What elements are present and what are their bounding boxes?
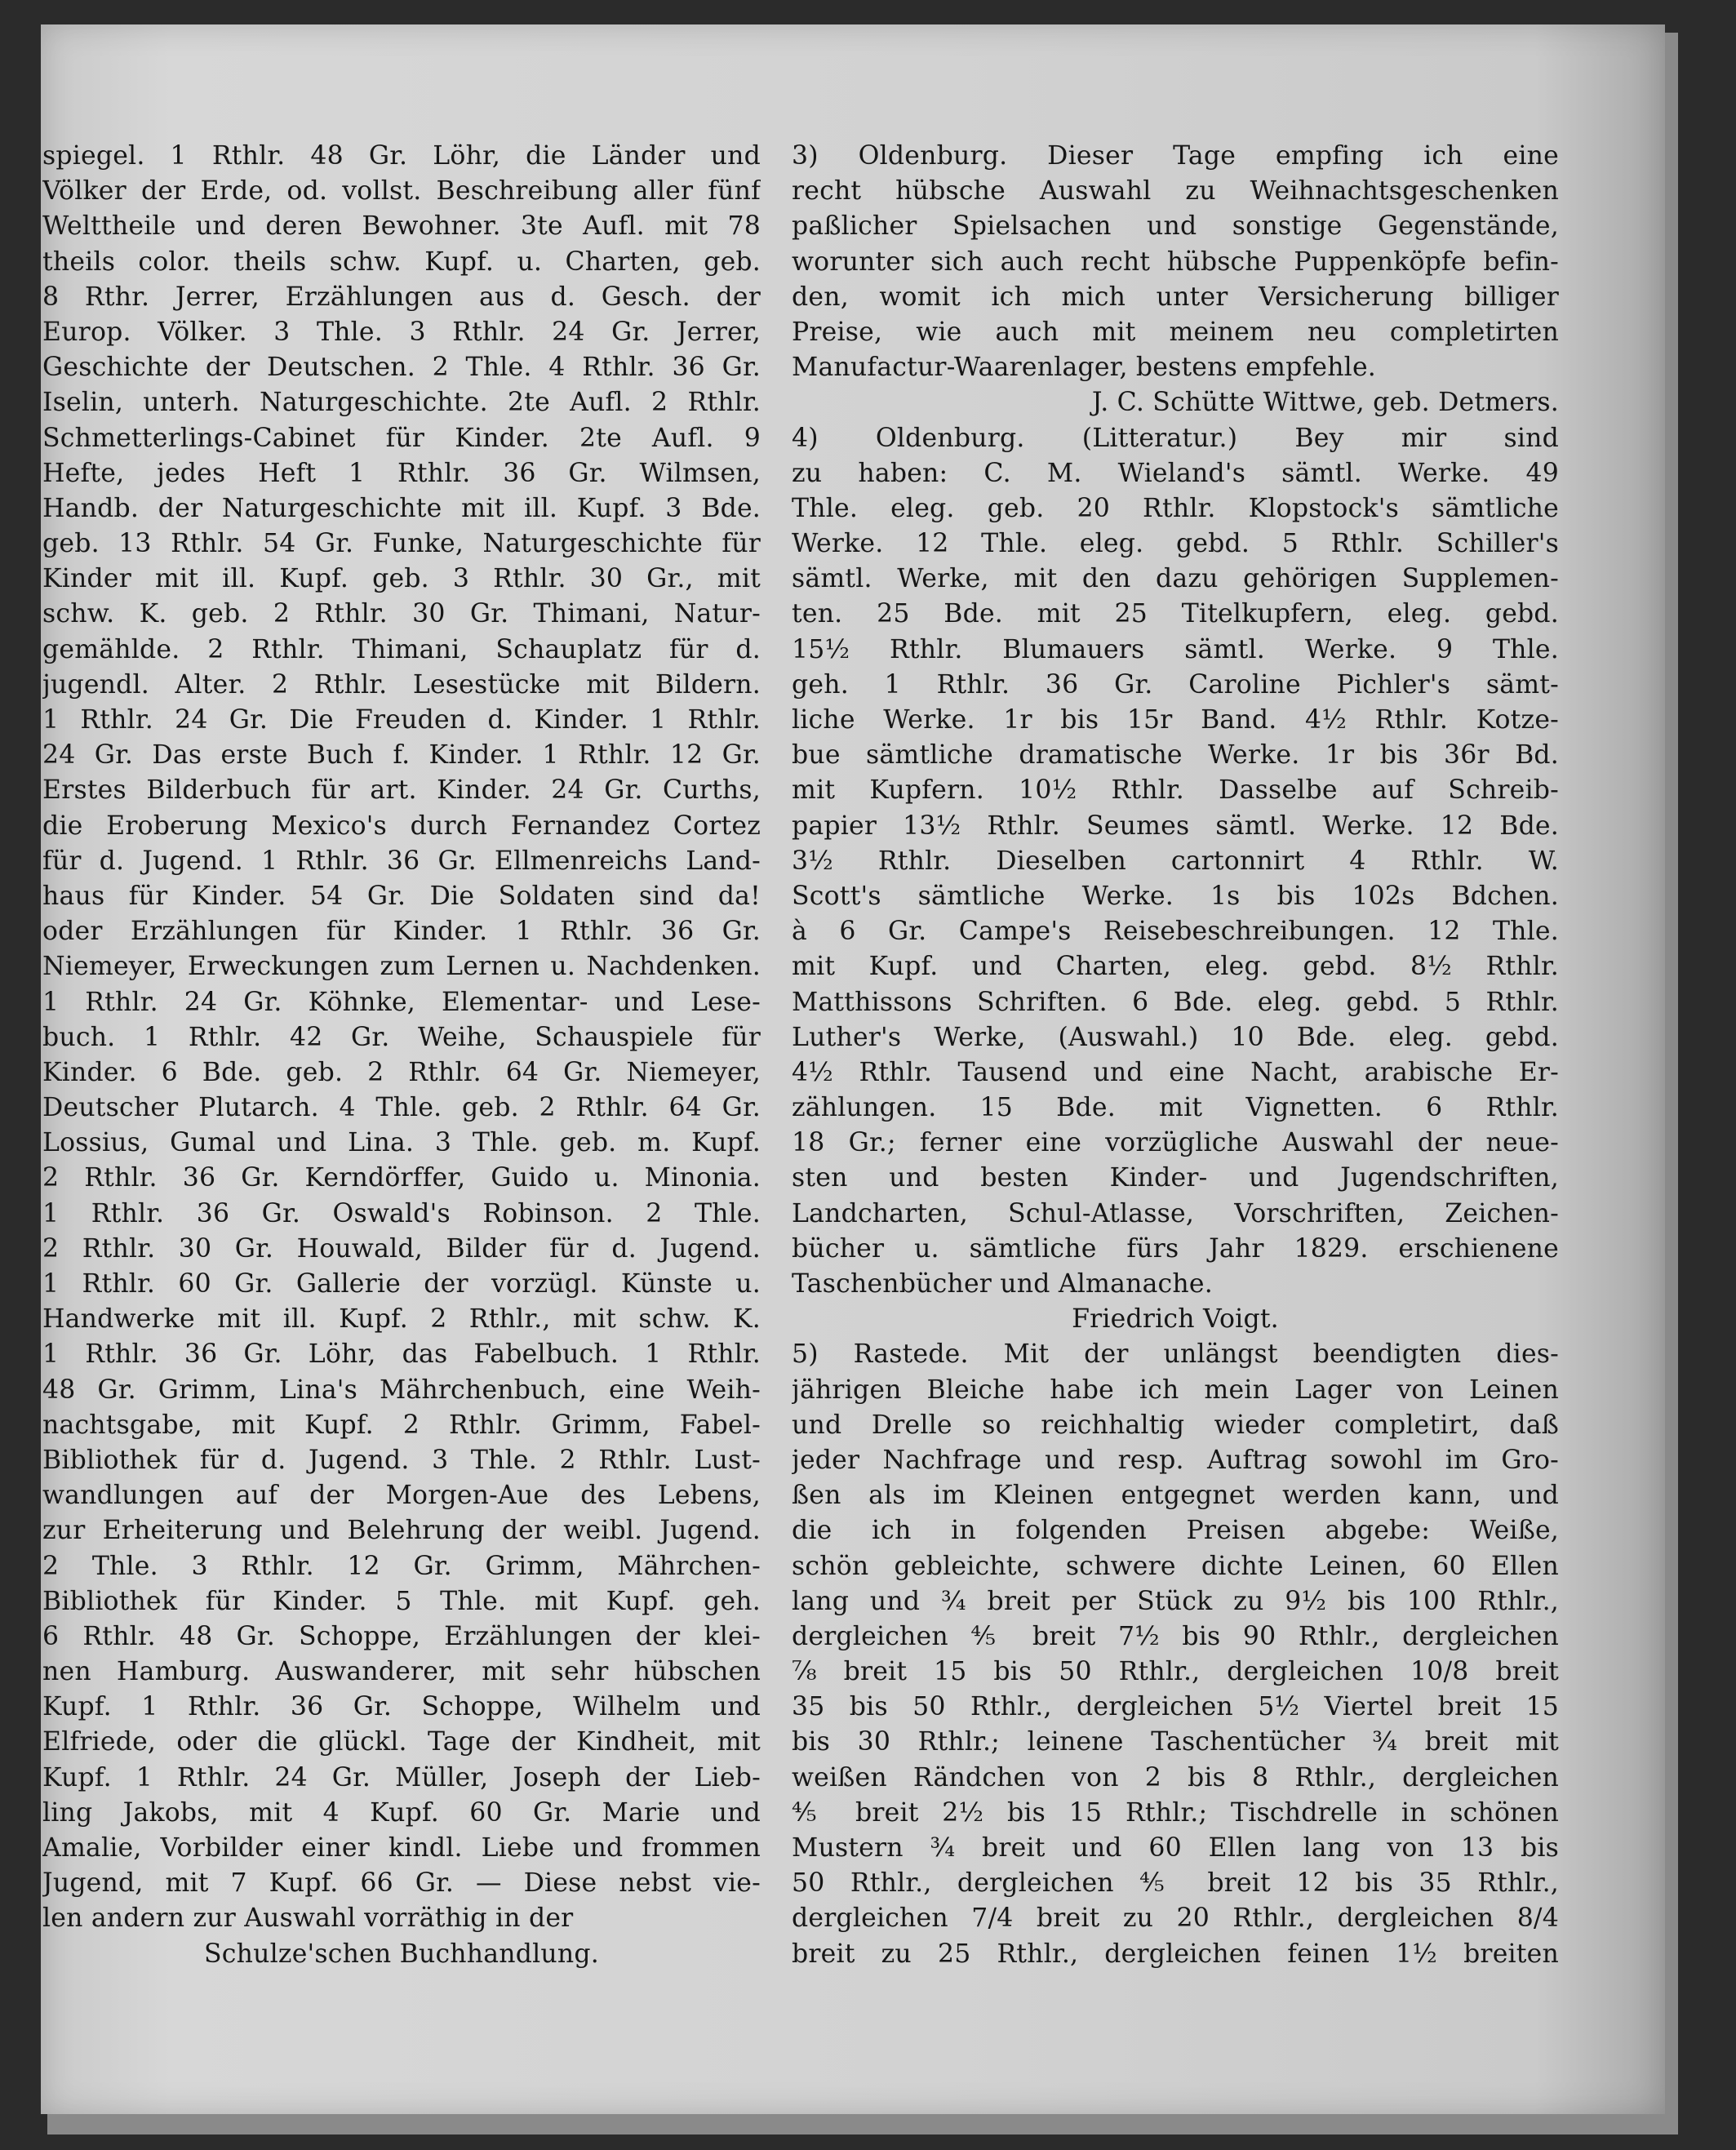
text-line: Handwerke mit ill. Kupf. 2 Rthlr., mit schw. K.: [42, 1304, 761, 1335]
text-line: recht hübsche Auswahl zu Weihnachtsgeschenken: [792, 176, 1559, 207]
text-line: Schmetterlings-Cabinet für Kinder. 2te Aufl. 9: [42, 423, 761, 453]
text-line: 48 Gr. Grimm, Lina's Mährchenbuch, eine Weih-: [42, 1375, 761, 1405]
right-column: [792, 139, 1559, 1972]
text-line: nen Hamburg. Auswanderer, mit sehr hübschen: [42, 1657, 761, 1687]
text-line: Kupf. 1 Rthlr. 24 Gr. Müller, Joseph der Lieb-: [42, 1762, 761, 1792]
text-line: Thle. eleg. geb. 20 Rthlr. Klopstock's sämtliche: [792, 493, 1559, 523]
text-line: 6 Rthlr. 48 Gr. Schoppe, Erzählungen der klei-: [42, 1621, 761, 1651]
signature-line: Friedrich Voigt.: [1072, 1304, 1279, 1335]
text-line: 3½ Rthlr. Dieselben cartonnirt 4 Rthlr. W.: [792, 846, 1559, 876]
text-line: schön gebleichte, schwere dichte Leinen, 60 Ellen: [792, 1551, 1559, 1581]
text-line: bis 30 Rthlr.; leinene Taschentücher ¾ breit mit: [792, 1727, 1559, 1757]
text-line: Iselin, unterh. Naturgeschichte. 2te Aufl. 2 Rthlr.: [42, 388, 761, 418]
text-line: 2 Thle. 3 Rthlr. 12 Gr. Grimm, Mährchen-: [42, 1551, 761, 1581]
text-line: 1 Rthlr. 36 Gr. Oswald's Robinson. 2 Thle.: [42, 1198, 761, 1228]
text-line: len andern zur Auswahl vorräthig in der: [42, 1903, 574, 1934]
text-line: 2 Rthlr. 30 Gr. Houwald, Bilder für d. Jugend.: [42, 1233, 761, 1264]
text-line: Elfriede, oder die glückl. Tage der Kindheit, mit: [42, 1727, 761, 1757]
text-line: Niemeyer, Erweckungen zum Lernen u. Nachdenken.: [42, 952, 761, 982]
text-line: Preise, wie auch mit meinem neu completirten: [792, 317, 1559, 347]
text-line: Kinder. 6 Bde. geb. 2 Rthlr. 64 Gr. Niemeyer,: [42, 1057, 761, 1087]
text-line: 15½ Rthlr. Blumauers sämtl. Werke. 9 Thle.: [792, 634, 1559, 664]
signature-line: Schulze'schen Buchhandlung.: [204, 1939, 599, 1969]
text-line: à 6 Gr. Campe's Reisebeschreibungen. 12 Thle.: [792, 917, 1559, 947]
text-line: 1 Rthlr. 24 Gr. Köhnke, Elementar- und Lese-: [42, 987, 761, 1017]
text-line: Amalie, Vorbilder einer kindl. Liebe und frommen: [42, 1833, 761, 1863]
text-line: ten. 25 Bde. mit 25 Titelkupfern, eleg. gebd.: [792, 599, 1559, 629]
text-line: 50 Rthlr., dergleichen ⅘ breit 12 bis 35 Rthlr.,: [792, 1868, 1559, 1899]
text-line: schw. K. geb. 2 Rthlr. 30 Gr. Thimani, Natur-: [42, 599, 761, 629]
text-line: jeder Nachfrage und resp. Auftrag sowohl im Gro-: [792, 1445, 1559, 1475]
text-line: jährigen Bleiche habe ich mein Lager von Leinen: [792, 1375, 1559, 1405]
text-line: Lossius, Gumal und Lina. 3 Thle. geb. m. Kupf.: [42, 1128, 761, 1158]
text-line: den, womit ich mich unter Versicherung billiger: [792, 282, 1559, 312]
text-line: wandlungen auf der Morgen-Aue des Lebens,: [42, 1481, 761, 1511]
text-line: Kinder mit ill. Kupf. geb. 3 Rthlr. 30 Gr., mit: [42, 564, 761, 594]
text-line: 5) Rastede. Mit der unlängst beendigten dies-: [792, 1339, 1559, 1370]
text-line: Scott's sämtliche Werke. 1s bis 102s Bdchen.: [792, 881, 1559, 911]
document-page: [41, 24, 1665, 2114]
text-line: 2 Rthlr. 36 Gr. Kerndörffer, Guido u. Minonia.: [42, 1163, 761, 1193]
text-line: Manufactur-Waarenlager, bestens empfehle.: [792, 353, 1377, 383]
text-line: Europ. Völker. 3 Thle. 3 Rthlr. 24 Gr. Jerrer,: [42, 317, 761, 347]
text-line: Völker der Erde, od. vollst. Beschreibung aller fünf: [42, 176, 761, 207]
left-column: [42, 139, 761, 1972]
text-line: liche Werke. 1r bis 15r Band. 4½ Rthlr. Kotze-: [792, 705, 1559, 735]
text-line: breit zu 25 Rthlr., dergleichen feinen 1½ breiten: [792, 1939, 1559, 1969]
text-line: theils color. theils schw. Kupf. u. Charten, geb.: [42, 247, 761, 277]
text-line: paßlicher Spielsachen und sonstige Gegenstände,: [792, 211, 1559, 242]
text-line: 8 Rthr. Jerrer, Erzählungen aus d. Gesch. der: [42, 282, 761, 312]
text-line: sämtl. Werke, mit den dazu gehörigen Supplemen-: [792, 564, 1559, 594]
text-line: haus für Kinder. 54 Gr. Die Soldaten sind da!: [42, 881, 761, 911]
text-line: die ich in folgenden Preisen abgebe: Weiße,: [792, 1516, 1559, 1546]
text-line: 1 Rthlr. 36 Gr. Löhr, das Fabelbuch. 1 Rthlr.: [42, 1339, 761, 1370]
text-line: Werke. 12 Thle. eleg. gebd. 5 Rthlr. Schiller's: [792, 529, 1559, 559]
text-line: 18 Gr.; ferner eine vorzügliche Auswahl der neue-: [792, 1128, 1559, 1158]
text-line: bücher u. sämtliche fürs Jahr 1829. erschienene: [792, 1233, 1559, 1264]
text-line: 3) Oldenburg. Dieser Tage empfing ich eine: [792, 141, 1559, 171]
text-line: Kupf. 1 Rthlr. 36 Gr. Schoppe, Wilhelm und: [42, 1692, 761, 1722]
text-line: oder Erzählungen für Kinder. 1 Rthlr. 36 Gr.: [42, 917, 761, 947]
text-line: dergleichen ⅘ breit 7½ bis 90 Rthlr., dergleichen: [792, 1621, 1559, 1651]
text-line: 35 bis 50 Rthlr., dergleichen 5½ Viertel breit 15: [792, 1692, 1559, 1722]
text-line: Luther's Werke, (Auswahl.) 10 Bde. eleg. gebd.: [792, 1022, 1559, 1052]
text-line: Matthissons Schriften. 6 Bde. eleg. gebd. 5 Rthlr.: [792, 987, 1559, 1017]
text-line: Jugend, mit 7 Kupf. 66 Gr. — Diese nebst vie-: [42, 1868, 761, 1899]
text-line: worunter sich auch recht hübsche Puppenköpfe befin-: [792, 247, 1559, 277]
text-line: spiegel. 1 Rthlr. 48 Gr. Löhr, die Länder und: [42, 141, 761, 171]
text-line: ling Jakobs, mit 4 Kupf. 60 Gr. Marie und: [42, 1797, 761, 1828]
text-line: papier 13½ Rthlr. Seumes sämtl. Werke. 12 Bde.: [792, 811, 1559, 841]
text-line: 1 Rthlr. 24 Gr. Die Freuden d. Kinder. 1 Rthlr.: [42, 705, 761, 735]
text-line: nachtsgabe, mit Kupf. 2 Rthlr. Grimm, Fabel-: [42, 1410, 761, 1440]
text-line: jugendl. Alter. 2 Rthlr. Lesestücke mit Bildern.: [42, 669, 761, 700]
text-line: mit Kupfern. 10½ Rthlr. Dasselbe auf Schreib-: [792, 775, 1559, 806]
text-line: Erstes Bilderbuch für art. Kinder. 24 Gr. Curths,: [42, 775, 761, 806]
text-line: 4) Oldenburg. (Litteratur.) Bey mir sind: [792, 423, 1559, 453]
text-line: lang und ¾ breit per Stück zu 9½ bis 100 Rthlr.,: [792, 1586, 1559, 1616]
text-line: 1 Rthlr. 60 Gr. Gallerie der vorzügl. Künste u.: [42, 1269, 761, 1299]
text-line: 4½ Rthlr. Tausend und eine Nacht, arabische Er-: [792, 1057, 1559, 1087]
text-line: weißen Rändchen von 2 bis 8 Rthlr., dergleichen: [792, 1762, 1559, 1792]
text-line: bue sämtliche dramatische Werke. 1r bis 36r Bd.: [792, 740, 1559, 771]
text-line: 24 Gr. Das erste Buch f. Kinder. 1 Rthlr. 12 Gr.: [42, 740, 761, 771]
text-line: die Eroberung Mexico's durch Fernandez Cortez: [42, 811, 761, 841]
text-line: geb. 13 Rthlr. 54 Gr. Funke, Naturgeschichte für: [42, 529, 761, 559]
text-line: für d. Jugend. 1 Rthlr. 36 Gr. Ellmenreichs Land-: [42, 846, 761, 876]
text-line: Bibliothek für Kinder. 5 Thle. mit Kupf. geh.: [42, 1586, 761, 1616]
text-line: Deutscher Plutarch. 4 Thle. geb. 2 Rthlr. 64 Gr.: [42, 1093, 761, 1123]
text-line: Welttheile und deren Bewohner. 3te Aufl. mit 78: [42, 211, 761, 242]
text-line: geh. 1 Rthlr. 36 Gr. Caroline Pichler's sämt-: [792, 669, 1559, 700]
text-line: Geschichte der Deutschen. 2 Thle. 4 Rthlr. 36 Gr.: [42, 353, 761, 383]
text-line: ⅘ breit 2½ bis 15 Rthlr.; Tischdrelle in schönen: [792, 1797, 1559, 1828]
text-line: zur Erheiterung und Belehrung der weibl. Jugend.: [42, 1516, 761, 1546]
text-line: Handb. der Naturgeschichte mit ill. Kupf. 3 Bde.: [42, 493, 761, 523]
text-line: zu haben: C. M. Wieland's sämtl. Werke. 49: [792, 458, 1559, 488]
text-line: buch. 1 Rthlr. 42 Gr. Weihe, Schauspiele für: [42, 1022, 761, 1052]
text-line: Taschenbücher und Almanache.: [792, 1269, 1213, 1299]
text-line: ßen als im Kleinen entgegnet werden kann, und: [792, 1481, 1559, 1511]
text-line: Hefte, jedes Heft 1 Rthlr. 36 Gr. Wilmsen,: [42, 458, 761, 488]
text-line: sten und besten Kinder- und Jugendschriften,: [792, 1163, 1559, 1193]
text-line: dergleichen 7/4 breit zu 20 Rthlr., dergleichen 8/4: [792, 1903, 1559, 1934]
text-line: Landcharten, Schul-Atlasse, Vorschriften, Zeichen-: [792, 1198, 1559, 1228]
text-line: ⅞ breit 15 bis 50 Rthlr., dergleichen 10/8 breit: [792, 1657, 1559, 1687]
text-line: Mustern ¾ breit und 60 Ellen lang von 13 bis: [792, 1833, 1559, 1863]
text-line: mit Kupf. und Charten, eleg. gebd. 8½ Rthlr.: [792, 952, 1559, 982]
signature-line: J. C. Schütte Wittwe, geb. Detmers.: [1091, 388, 1559, 418]
text-line: Bibliothek für d. Jugend. 3 Thle. 2 Rthlr. Lust-: [42, 1445, 761, 1475]
text-line: zählungen. 15 Bde. mit Vignetten. 6 Rthlr.: [792, 1093, 1559, 1123]
text-line: und Drelle so reichhaltig wieder completirt, daß: [792, 1410, 1559, 1440]
text-line: gemählde. 2 Rthlr. Thimani, Schauplatz für d.: [42, 634, 761, 664]
